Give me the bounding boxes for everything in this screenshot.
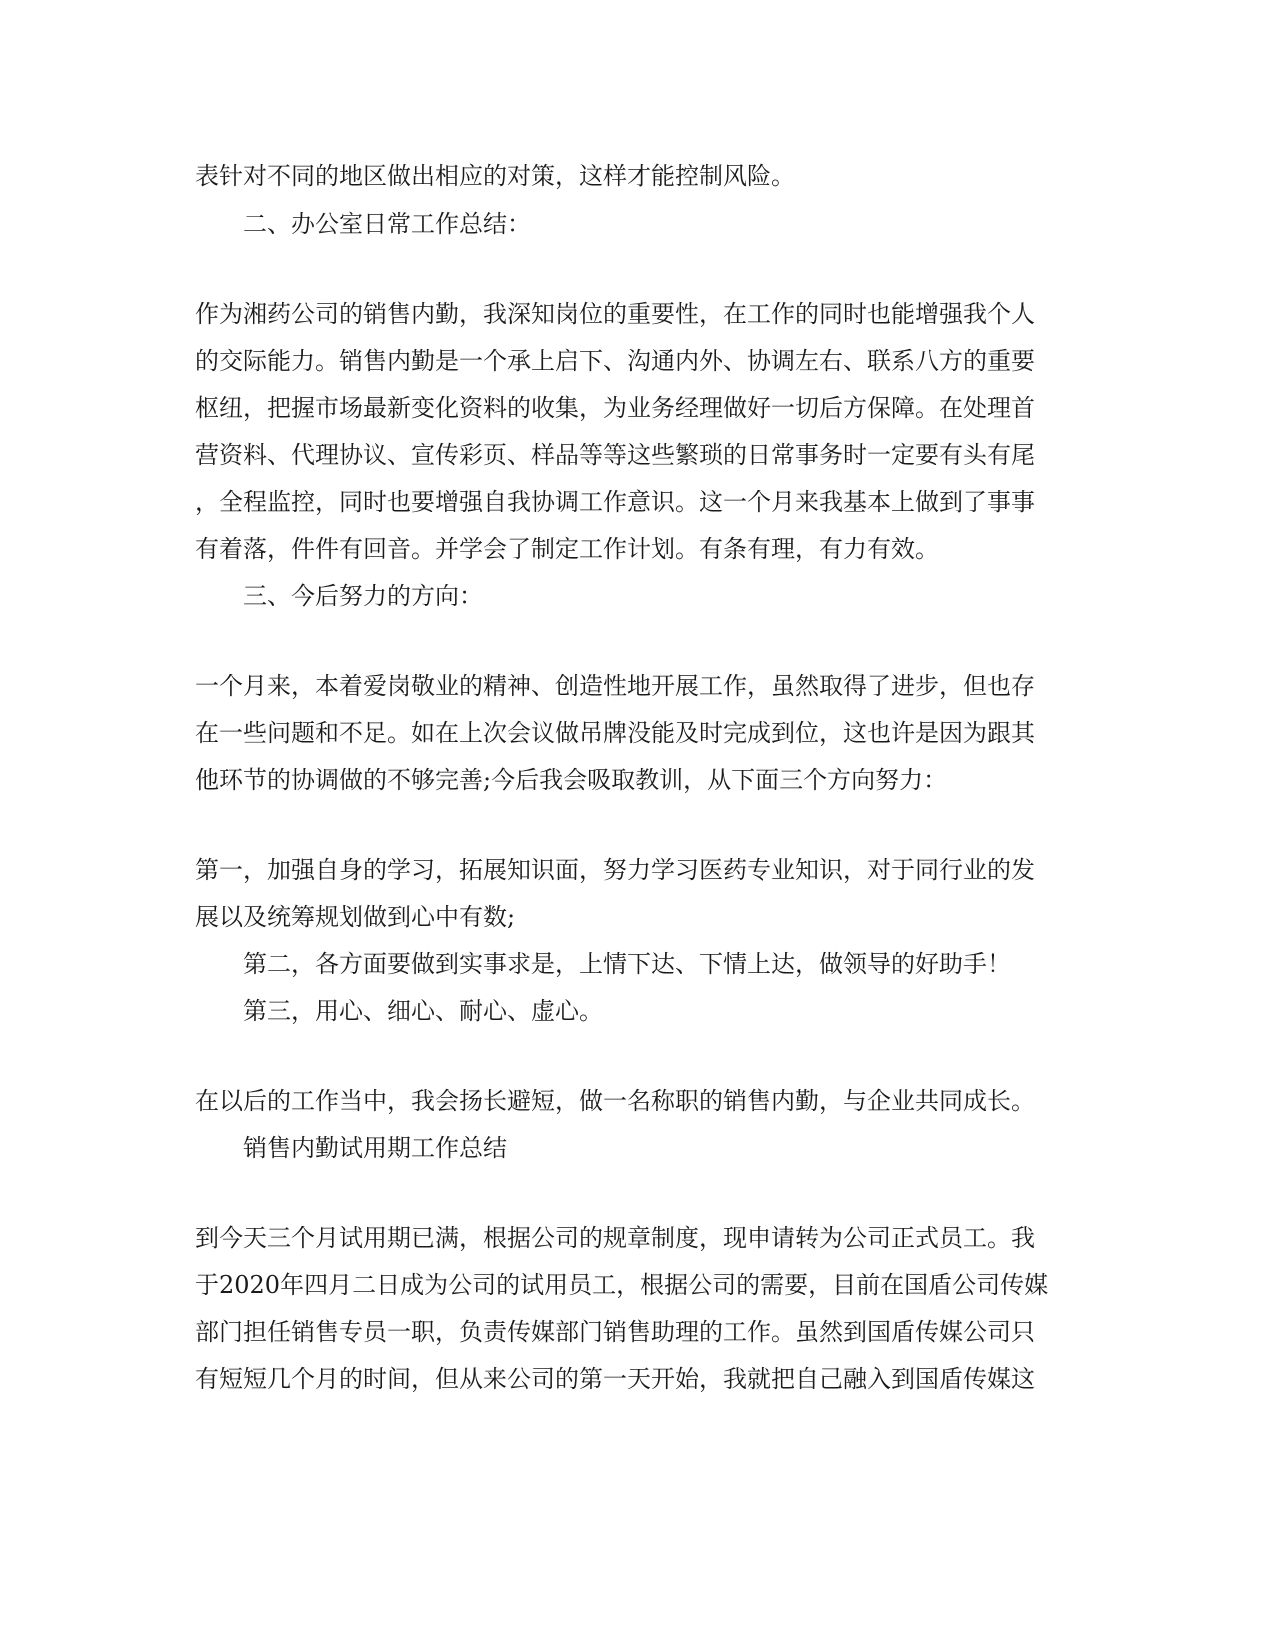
paragraph-line: 枢纽，把握市场最新变化资料的收集，为业务经理做好一切后方保障。在处理首 [195,394,1035,422]
section-heading: 二、办公室日常工作总结： [243,210,531,238]
paragraph-line: 到今天三个月试用期已满，根据公司的规章制度，现申请转为公司正式员工。我 [195,1224,1035,1252]
paragraph-line: 在以后的工作当中，我会扬长避短，做一名称职的销售内勤，与企业共同成长。 [195,1087,1035,1115]
paragraph-line: 表针对不同的地区做出相应的对策，这样才能控制风险。 [195,162,795,190]
paragraph-line: 有着落，件件有回音。并学会了制定工作计划。有条有理，有力有效。 [195,535,939,563]
paragraph-line: 作为湘药公司的销售内勤，我深知岗位的重要性，在工作的同时也能增强我个人 [195,300,1035,328]
paragraph-line: 第三，用心、细心、耐心、虚心。 [243,997,603,1025]
paragraph-line: ，全程监控，同时也要增强自我协调工作意识。这一个月来我基本上做到了事事 [195,488,1035,516]
paragraph-line: 他环节的协调做的不够完善;今后我会吸取教训，从下面三个方向努力： [195,766,948,794]
paragraph-line: 营资料、代理协议、宣传彩页、样品等等这些繁琐的日常事务时一定要有头有尾 [195,441,1035,469]
section-heading: 三、今后努力的方向： [243,582,483,610]
paragraph-line: 在一些问题和不足。如在上次会议做吊牌没能及时完成到位，这也许是因为跟其 [195,719,1035,747]
paragraph-line: 第二，各方面要做到实事求是，上情下达、下情上达，做领导的好助手！ [243,950,1011,978]
paragraph-line: 于2020年四月二日成为公司的试用员工，根据公司的需要，目前在国盾公司传媒 [195,1271,1049,1299]
paragraph-line: 第一，加强自身的学习，拓展知识面，努力学习医药专业知识，对于同行业的发 [195,856,1035,884]
paragraph-line: 一个月来，本着爱岗敬业的精神、创造性地开展工作，虽然取得了进步，但也存 [195,672,1035,700]
paragraph-line: 的交际能力。销售内勤是一个承上启下、沟通内外、协调左右、联系八方的重要 [195,347,1035,375]
paragraph-line: 展以及统筹规划做到心中有数; [195,903,516,931]
paragraph-line: 有短短几个月的时间，但从来公司的第一天开始，我就把自己融入到国盾传媒这 [195,1365,1035,1393]
document-subtitle: 销售内勤试用期工作总结 [243,1134,507,1162]
paragraph-line: 部门担任销售专员一职，负责传媒部门销售助理的工作。虽然到国盾传媒公司只 [195,1318,1035,1346]
